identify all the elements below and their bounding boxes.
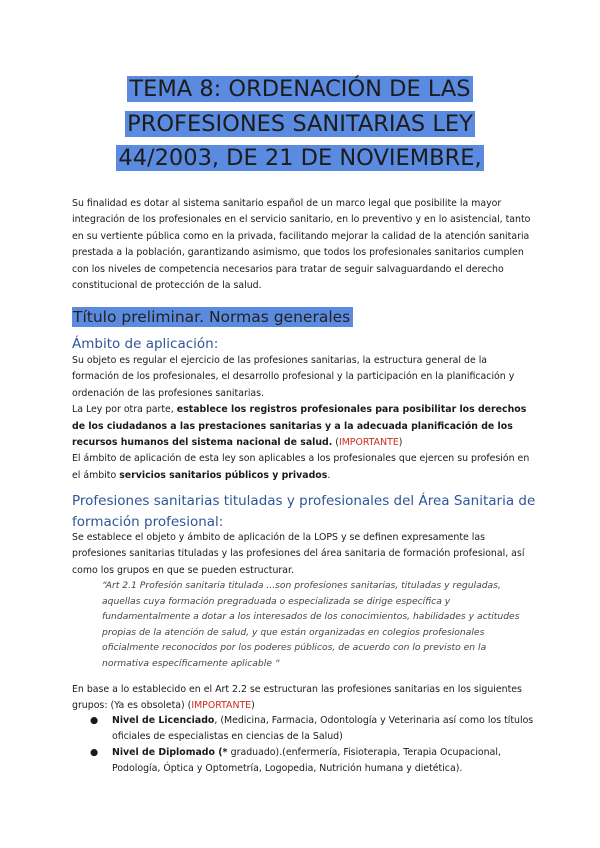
bullet-2-bold: Nivel de Diplomado (* [112,747,231,758]
intro-paragraph: Su finalidad es dotar al sistema sanitario español de un marco legal que posibilite la mayor integración de los profesionales en el servicio sanitario, en lo preventivo y en lo asistencial, tanto en su vertiente pública como en la privada, facilitando mejorar la calidad de la atención sanitaria prestada a la población, garantizando asimismo, que todos los profesionales sanitarios cumplen con los niveles de competencia necesarios para tratar de seguir salvaguardando el derecho constitucional de protección de la salud. [72,198,531,292]
bullet-1-rest: , (Medicina, Farmacia, Odontología y Veterinaria así como los títulos oficiales de especialistas en ciencias de la Salud) [112,715,534,742]
section-title-text: Título preliminar. Normas generales [72,307,353,327]
important-flag: IMPORTANTE [338,437,399,449]
list-item [72,745,542,777]
ambito-p2-open: ( [332,437,339,449]
bullet-2-rest: ).(enfermería, Fisioterapia, Terapia Ocupacional, Podología, Óptica y Optometría, Logopedia, Nutrición humana y dietética). [112,747,501,774]
bullet-1-bold: Nivel de Licenciado [112,715,215,726]
profesiones-paragraph-1: Se establece el objeto y ámbito de aplicación de la LOPS y se definen expresamente las profesiones sanitarias tituladas y las profesiones del área sanitaria de formación profesional, así como los grupos en que se pueden estructurar. [72,532,525,576]
ambito-heading: Ámbito de aplicación: [72,336,219,352]
profesiones-heading: Profesiones sanitarias tituladas y profesionales del Área Sanitaria de formación profesional: [72,493,536,530]
ambito-p3-end: . [327,469,331,481]
article-quote: “Art 2.1 Profesión sanitaria titulada ...son profesiones sanitarias, tituladas y reguladas, aquellas cuya formación pregraduada o especializada se dirige específica y fundamentalmente a dotar a los interesados de los conocimientos, habilidades y actitudes propias de la atención de salud, y que están organizadas en colegios profesionales oficialmente reconocidos por los poderes públicos, de acuerdo con lo previsto en la normativa específicamente aplicable “ [102,580,520,669]
ambito-p3-bold: servicios sanitarios públicos y privados [119,469,328,481]
profesiones-p2-lead: En base a lo establecido en el Art 2.2 se estructuran las profesiones sanitarias en los siguientes grupos: (Ya es obsoleta) ( [72,684,522,712]
ambito-p3-lead: El ámbito de aplicación de esta ley son aplicables a los profesionales que ejercen su profesión en el ámbito [72,453,530,481]
title-line-1: TEMA 8: ORDENACIÓN DE LAS [129,76,471,102]
profesiones-paragraph-2 [72,682,532,715]
bullet-icon: ● [90,715,99,726]
groups-list [72,713,542,777]
ambito-paragraph-1: Su objeto es regular el ejercicio de las profesiones sanitarias, la estructura general de la formación de los profesionales, el desarrollo profesional y la participación en la planificación y ordenación de las profesiones sanitarias. [72,355,515,399]
ambito-p2-close: ) [398,437,403,449]
ambito-p2-bold: establece los registros profesionales para posibilitar los derechos de los ciudadanos a las prestaciones sanitarias y a la adecuada planificación de los recursos humanos del sistema nacional de salud. [72,404,527,449]
document-title [70,72,530,176]
bullet-2-mid: graduado [230,747,276,758]
ambito-paragraph-3 [72,453,529,480]
ambito-paragraph-2 [72,404,526,448]
title-line-2: PROFESIONES SANITARIAS LEY [127,110,473,137]
title-line-3: 44/2003, DE 21 DE NOVIEMBRE, [118,145,482,171]
section-title [72,306,353,328]
profesiones-p2-close: ) [251,700,255,712]
important-flag-2: IMPORTANTE [191,700,252,712]
ambito-body [72,353,532,484]
ambito-p2-lead: La Ley por otra parte, [72,404,177,416]
bullet-icon: ● [90,747,99,758]
list-item [72,713,542,745]
